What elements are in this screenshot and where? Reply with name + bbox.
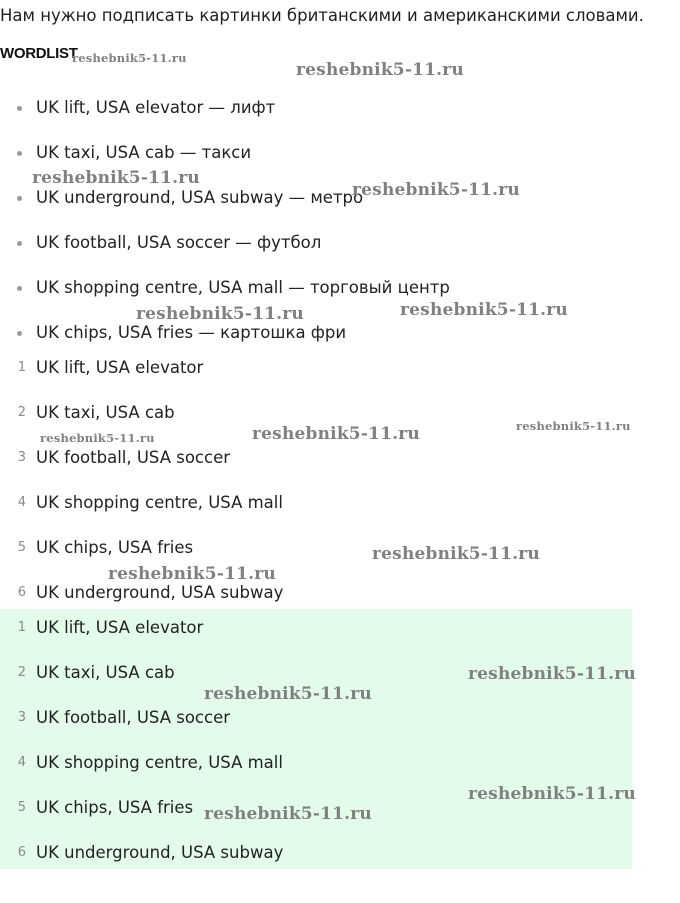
item-number: 3 (17, 450, 26, 465)
item-text: UK shopping centre, USA mall (36, 493, 283, 512)
watermark: reshebnik5-11.ru (204, 684, 372, 704)
item-text: UK underground, USA subway (36, 583, 284, 602)
watermark: reshebnik5-11.ru (372, 544, 540, 564)
item-number: 2 (17, 405, 26, 420)
watermark: reshebnik5-11.ru (468, 664, 636, 684)
item-text: UK taxi, USA cab (36, 663, 175, 682)
answer-item (0, 708, 632, 753)
item-text: UK football, USA soccer (36, 708, 231, 727)
item-number: 3 (17, 710, 26, 725)
item-number: 4 (17, 755, 26, 770)
watermark: reshebnik5-11.ru (468, 784, 636, 804)
numbered-item (0, 448, 632, 493)
item-number: 5 (17, 540, 26, 555)
bullet-dot (17, 196, 22, 201)
bullet-item (0, 98, 632, 143)
bullet-text: UK shopping centre, USA mall — торговый центр (36, 278, 450, 297)
item-text: UK chips, USA fries (36, 798, 194, 817)
bullet-dot (17, 106, 22, 111)
bullet-text: UK football, USA soccer — футбол (36, 233, 322, 252)
item-number: 6 (17, 585, 26, 600)
bullet-dot (17, 151, 22, 156)
watermark: reshebnik5-11.ru (204, 804, 372, 824)
item-number: 2 (17, 665, 26, 680)
bullet-text: UK chips, USA fries — картошка фри (36, 323, 347, 342)
watermark: reshebnik5-11.ru (108, 564, 276, 584)
answer-item (0, 618, 632, 663)
bullet-item (0, 233, 632, 278)
item-text: UK football, USA soccer (36, 448, 231, 467)
bullet-text: UK taxi, USA cab — такси (36, 143, 252, 162)
watermark: reshebnik5-11.ru (516, 419, 631, 433)
item-number: 1 (17, 620, 26, 635)
bullet-text: UK lift, USA elevator — лифт (36, 98, 276, 117)
watermark: reshebnik5-11.ru (252, 424, 420, 444)
bullet-dot (17, 241, 22, 246)
numbered-item (0, 493, 632, 538)
item-text: UK chips, USA fries (36, 538, 194, 557)
watermark: reshebnik5-11.ru (32, 168, 200, 188)
watermark: reshebnik5-11.ru (296, 60, 464, 80)
bullet-dot (17, 286, 22, 291)
item-text: UK taxi, USA cab (36, 403, 175, 422)
watermark: reshebnik5-11.ru (136, 304, 304, 324)
bullet-item (0, 188, 632, 233)
item-text: UK shopping centre, USA mall (36, 753, 283, 772)
intro-text: Нам нужно подписать картинки британскими и американскими словами. (0, 6, 644, 25)
item-number: 4 (17, 495, 26, 510)
watermark: reshebnik5-11.ru (400, 300, 568, 320)
watermark: reshebnik5-11.ru (352, 180, 520, 200)
watermark: reshebnik5-11.ru (72, 51, 187, 65)
bullet-dot (17, 331, 22, 336)
numbered-item (0, 358, 632, 403)
item-number: 1 (17, 360, 26, 375)
watermark: reshebnik5-11.ru (40, 431, 155, 445)
item-number: 5 (17, 800, 26, 815)
wordlist-title: WORDLIST (0, 45, 78, 62)
item-text: UK lift, USA elevator (36, 618, 204, 637)
item-number: 6 (17, 845, 26, 860)
item-text: UK lift, USA elevator (36, 358, 204, 377)
bullet-text: UK underground, USA subway — метро (36, 188, 364, 207)
answer-item (0, 843, 632, 888)
item-text: UK underground, USA subway (36, 843, 284, 862)
